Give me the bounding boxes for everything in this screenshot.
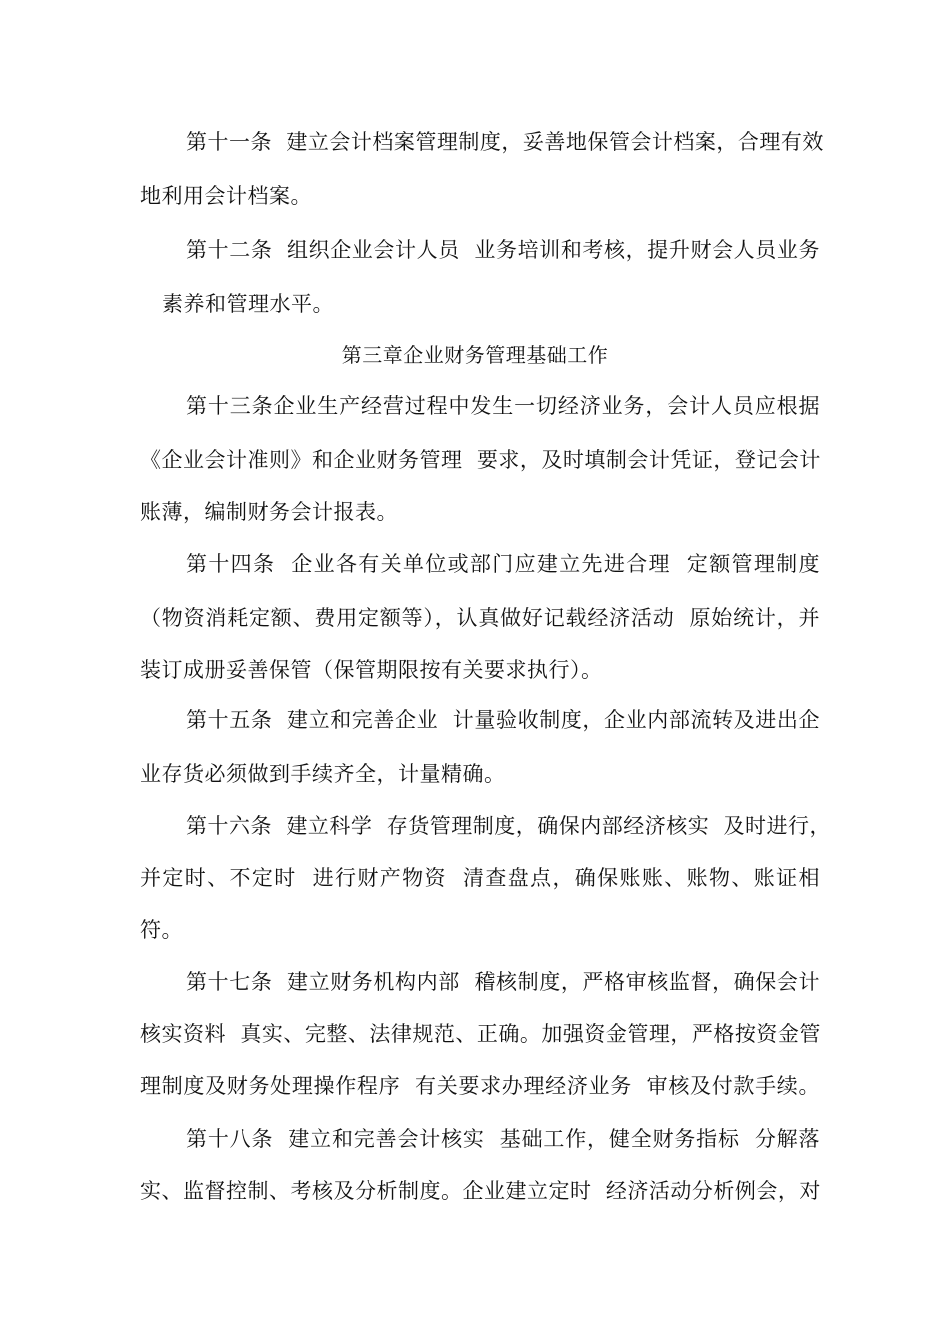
article-16-line-2: 并定时、不定时 进行财产物资 清查盘点，确保账账、账物、账证相 (140, 866, 820, 890)
article-11-line-2: 地利用会计档案。 (140, 184, 312, 208)
article-18-line-2: 实、监督控制、考核及分析制度。企业建立定时 经济活动分析例会，对 (140, 1179, 821, 1203)
article-16-line-1: 第十六条 建立科学 存货管理制度，确保内部经济核实 及时进行， (186, 814, 832, 838)
article-14-line-1: 第十四条 企业各有关单位或部门应建立先进合理 定额管理制度 (186, 552, 820, 576)
article-18-line-1: 第十八条 建立和完善会计核实 基础工作，健全财务指标 分解落 (186, 1127, 820, 1151)
article-17-line-2: 核实资料 真实、完整、法律规范、正确。加强资金管理，严格按资金管 (140, 1022, 821, 1046)
article-14-line-2: （物资消耗定额、费用定额等），认真做好记载经济活动 原始统计，并 (140, 606, 820, 630)
article-13-line-3: 账薄，编制财务会计报表。 (140, 500, 398, 524)
article-12-line-1: 第十二条 组织企业会计人员 业务培训和考核，提升财会人员业务 (186, 238, 820, 262)
article-13-line-1: 第十三条企业生产经营过程中发生一切经济业务，会计人员应根据 (186, 394, 820, 418)
article-12-line-2: 素养和管理水平。 (162, 292, 334, 316)
article-17-line-3: 理制度及财务处理操作程序 有关要求办理经济业务 审核及付款手续。 (140, 1074, 820, 1098)
article-13-line-2: 《企业会计准则》和企业财务管理 要求，及时填制会计凭证，登记会计 (140, 448, 821, 472)
article-15-line-2: 业存货必须做到手续齐全，计量精确。 (140, 762, 506, 786)
article-14-line-3: 装订成册妥善保管（保管期限按有关要求执行）。 (140, 658, 603, 682)
article-15-line-1: 第十五条 建立和完善企业 计量验收制度，企业内部流转及进出企 (186, 708, 820, 732)
article-17-line-1: 第十七条 建立财务机构内部 稽核制度，严格审核监督，确保会计 (186, 970, 820, 994)
article-11-line-1: 第十一条 建立会计档案管理制度，妥善地保管会计档案，合理有效 (186, 130, 824, 154)
article-16-line-3: 符。 (140, 918, 183, 942)
chapter-heading: 第三章企业财务管理基础工作 (341, 343, 609, 367)
